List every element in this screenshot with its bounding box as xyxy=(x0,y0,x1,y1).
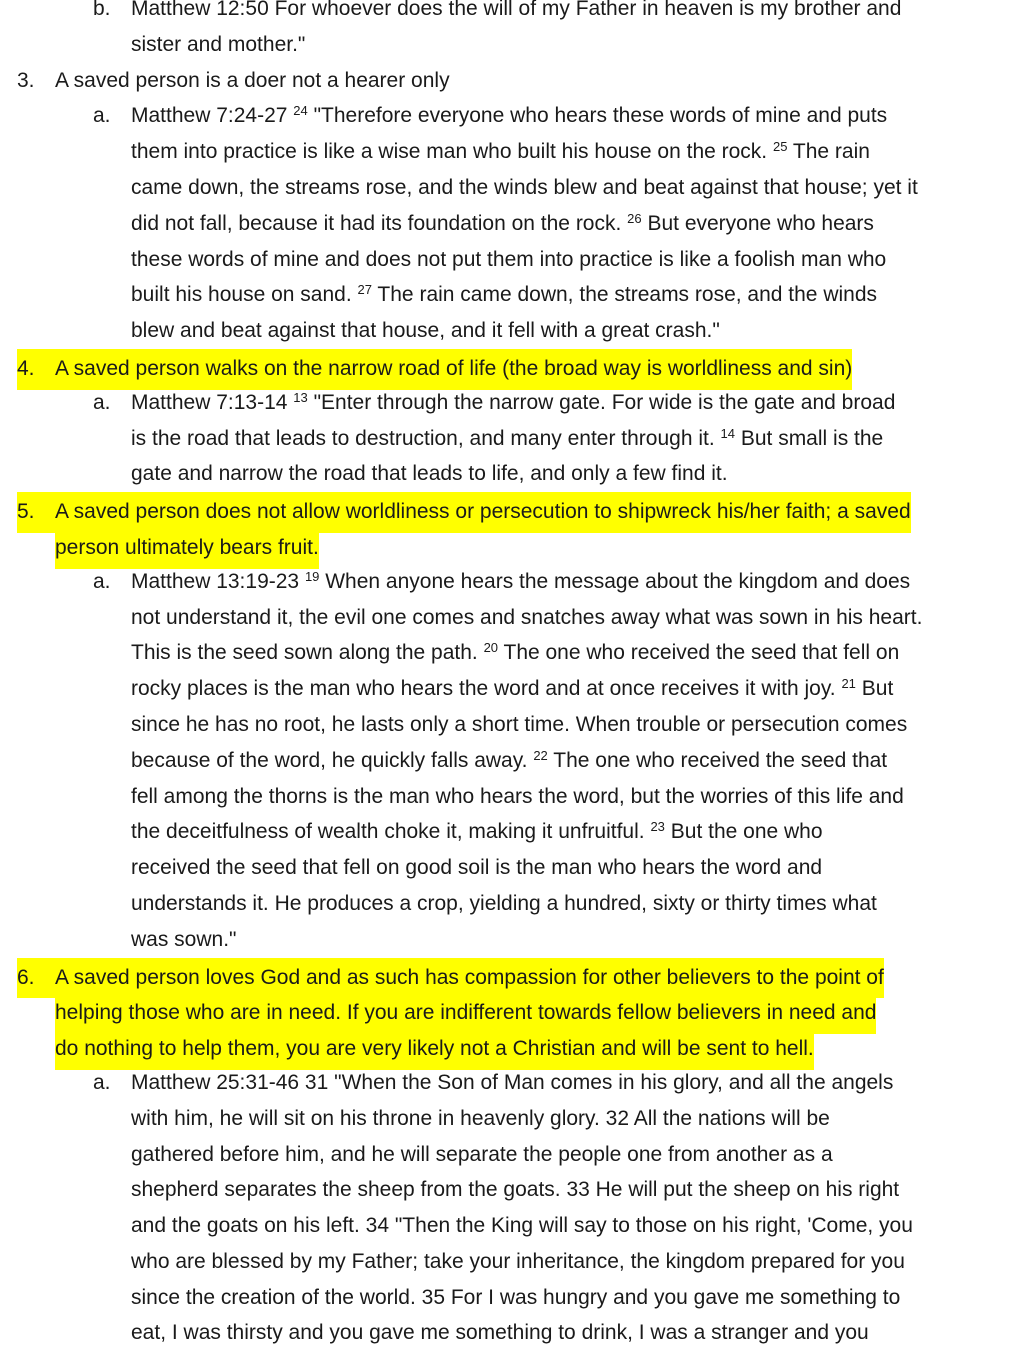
text-line xyxy=(0,27,1031,63)
sub-item-item6a xyxy=(0,1065,1031,1351)
verse-number: 27 xyxy=(357,282,372,298)
line-text: eat, I was thirsty and you gave me something to drink, I was a stranger and you xyxy=(131,1321,869,1345)
sub-item-item3a xyxy=(0,98,1031,349)
verse-number: 23 xyxy=(650,819,665,835)
line-text: do nothing to help them, you are very likely not a Christian and will be sent to hell. xyxy=(55,1029,814,1070)
line-text: gathered before him, and he will separate the people one from another as a xyxy=(131,1142,833,1166)
text-line xyxy=(0,1101,1031,1137)
text-line xyxy=(0,600,1031,636)
text-line xyxy=(0,743,1031,779)
text-line xyxy=(0,779,1031,815)
line-text: is the road that leads to destruction, and many enter through it. $^{14}$ But small is the xyxy=(131,425,884,450)
sub-item-item4a xyxy=(0,385,1031,492)
line-text: Matthew 7:13-14 $^{13}$ "Enter through the narrow gate. For wide is the gate and broad xyxy=(131,389,896,414)
list-item-item5 xyxy=(0,492,1031,564)
verse-number: 21 xyxy=(841,676,856,692)
line-text: came down, the streams rose, and the winds blew and beat against that house; yet it xyxy=(131,175,918,199)
line-text: rocky places is the man who hears the word and at once receives it with joy. $^{21}$ But xyxy=(131,676,894,701)
text-line xyxy=(0,349,1031,385)
text-line xyxy=(0,1065,1031,1101)
list-marker: 3. xyxy=(17,68,35,92)
verse-number: 13 xyxy=(293,389,308,405)
line-text: and the goats on his left. 34 "Then the King will say to those on his right, 'Come, you xyxy=(131,1214,913,1238)
line-text: A saved person is a doer not a hearer only xyxy=(55,68,450,92)
text-line xyxy=(0,1208,1031,1244)
text-line xyxy=(0,277,1031,313)
text-line xyxy=(0,206,1031,242)
verse-number: 24 xyxy=(293,103,308,119)
list-item-item3 xyxy=(0,63,1031,99)
text-line xyxy=(0,1244,1031,1280)
text-line xyxy=(0,671,1031,707)
text-line xyxy=(0,0,1031,27)
sub-item-b-cont xyxy=(0,0,1031,63)
line-text: was sown." xyxy=(131,927,237,951)
line-text: helping those who are in need. If you are indifferent towards fellow believers in need and xyxy=(55,993,876,1034)
verse-number: 14 xyxy=(720,425,735,441)
line-text: did not fall, because it had its foundation on the rock. $^{26}$ But everyone who hears xyxy=(131,210,874,235)
text-line xyxy=(0,958,1031,994)
text-line xyxy=(0,1029,1031,1065)
sub-item-item5a xyxy=(0,564,1031,958)
text-line xyxy=(0,134,1031,170)
text-line xyxy=(0,564,1031,600)
text-line xyxy=(0,98,1031,134)
text-line xyxy=(0,528,1031,564)
line-text: Matthew 7:24-27 $^{24}$ "Therefore everyone who hears these words of mine and puts xyxy=(131,103,888,128)
line-text: received the seed that fell on good soil is the man who hears the word and xyxy=(131,856,823,880)
text-line xyxy=(0,1137,1031,1173)
list-marker: b. xyxy=(93,0,111,20)
text-line xyxy=(0,385,1031,421)
line-text: since the creation of the world. 35 For I was hungry and you gave me something to xyxy=(131,1285,901,1309)
verse-number: 22 xyxy=(533,747,548,763)
line-text: who are blessed by my Father; take your inheritance, the kingdom prepared for you xyxy=(131,1249,905,1273)
text-line xyxy=(0,993,1031,1029)
line-text: with him, he will sit on his throne in heavenly glory. 32 All the nations will be xyxy=(131,1106,830,1130)
verse-number: 26 xyxy=(627,210,642,226)
text-line xyxy=(0,456,1031,492)
text-line xyxy=(0,63,1031,99)
text-line xyxy=(0,492,1031,528)
line-text: these words of mine and does not put them into practice is like a foolish man who xyxy=(131,247,887,271)
text-line xyxy=(0,707,1031,743)
line-text: Matthew 25:31-46 31 "When the Son of Man comes in his glory, and all the angels xyxy=(131,1070,894,1094)
line-text: A saved person walks on the narrow road of life (the broad way is worldliness and sin) xyxy=(55,349,852,390)
line-text: not understand it, the evil one comes and snatches away what was sown in his heart. xyxy=(131,605,923,629)
line-text: This is the seed sown along the path. $^{20}$ The one who received the seed that fell on xyxy=(131,640,900,665)
line-text: them into practice is like a wise man who built his house on the rock. $^{25}$ The rain xyxy=(131,139,870,164)
list-marker: a. xyxy=(93,390,111,414)
text-line xyxy=(0,850,1031,886)
text-line xyxy=(0,242,1031,278)
text-line xyxy=(0,313,1031,349)
line-text: A saved person does not allow worldliness or persecution to shipwreck his/her faith; a saved xyxy=(55,492,911,533)
text-line xyxy=(0,922,1031,958)
list-item-item4 xyxy=(0,349,1031,385)
line-text: because of the word, he quickly falls away. $^{22}$ The one who received the seed that xyxy=(131,747,888,772)
line-text: understands it. He produces a crop, yielding a hundred, sixty or thirty times what xyxy=(131,891,877,915)
line-text: shepherd separates the sheep from the goats. 33 He will put the sheep on his right xyxy=(131,1178,900,1202)
text-line xyxy=(0,635,1031,671)
line-text: the deceitfulness of wealth choke it, making it unfruitful. $^{23}$ But the one who xyxy=(131,819,823,844)
line-text: person ultimately bears fruit. xyxy=(55,528,319,569)
verse-number: 25 xyxy=(772,139,788,155)
line-text: A saved person loves God and as such has compassion for other believers to the point of xyxy=(55,958,884,999)
text-line xyxy=(0,1315,1031,1351)
line-text: fell among the thorns is the man who hears the word, but the worries of this life and xyxy=(131,784,904,808)
text-line xyxy=(0,421,1031,457)
verse-number: 20 xyxy=(483,640,499,656)
line-text: gate and narrow the road that leads to life, and only a few find it. xyxy=(131,462,728,486)
text-line xyxy=(0,814,1031,850)
line-text: Matthew 12:50 For whoever does the will of my Father in heaven is my brother and xyxy=(131,0,902,20)
text-line xyxy=(0,1280,1031,1316)
list-marker: a. xyxy=(93,569,111,593)
text-line xyxy=(0,1172,1031,1208)
list-marker: a. xyxy=(93,104,111,128)
line-text: sister and mother." xyxy=(131,32,306,56)
list-marker: 4. xyxy=(17,349,55,390)
text-line xyxy=(0,170,1031,206)
list-marker: 6. xyxy=(17,958,55,999)
text-line xyxy=(0,886,1031,922)
list-marker: 5. xyxy=(17,492,55,533)
line-text: built his house on sand. $^{27}$ The rain came down, the streams rose, and the winds xyxy=(131,282,878,307)
line-text: Matthew 13:19-23 $^{19}$ When anyone hears the message about the kingdom and does xyxy=(131,568,911,593)
list-marker: a. xyxy=(93,1070,111,1094)
verse-number: 19 xyxy=(304,568,320,584)
line-text: since he has no root, he lasts only a short time. When trouble or persecution comes xyxy=(131,712,908,736)
line-text: blew and beat against that house, and it fell with a great crash." xyxy=(131,319,720,343)
list-item-item6 xyxy=(0,958,1031,1065)
